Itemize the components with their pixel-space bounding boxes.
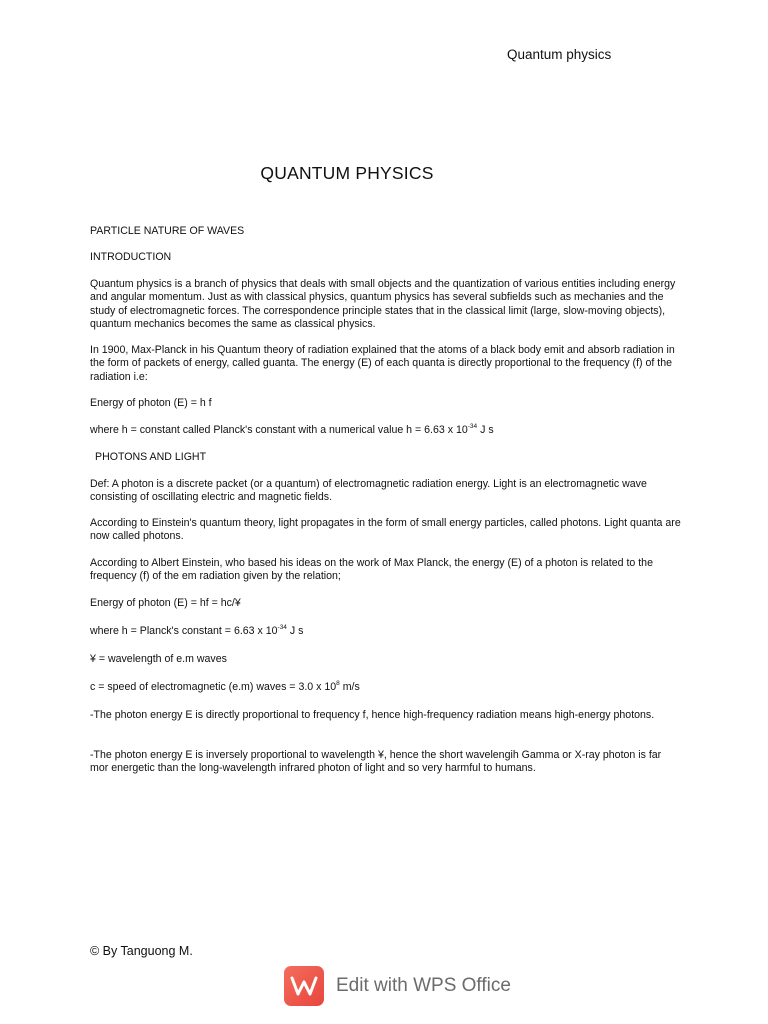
footer-copyright: © By Tanguong M.	[90, 944, 193, 958]
equation-energy-hc: Energy of photon (E) = hf = hc/¥	[90, 597, 241, 609]
introduction-heading: INTRODUCTION	[90, 251, 172, 263]
wavelength-definition: ¥ = wavelength of e.m waves	[90, 653, 227, 665]
paragraph-photon-def: Def: A photon is a discrete packet (or a quantum) of electromagnetic radiation energy. Light is an electromagnetic wave consisting of oscillating electric and magnetic fields.	[90, 478, 647, 504]
paragraph-einstein-relation: According to Albert Einstein, who based his ideas on the work of Max Planck, the energy (E) of a photon is related to the frequency (f) of the em radiation given by the relation;	[90, 557, 653, 583]
wps-logo-icon[interactable]	[284, 966, 324, 1006]
exponent: 8	[336, 680, 340, 687]
paragraph-intro: Quantum physics is a branch of physics that deals with small objects and the quantization of various entities including energy and angular momentum. Just as with classical physics, quantum physics has several subfields such as mechanies and the study of electromagnetic forces. The correspondence principle states that in the classical limit (large, slow-moving objects), quantum mechanics becomes the same as classical physics.	[90, 278, 676, 330]
document-title: QUANTUM PHYSICS	[260, 163, 434, 183]
speed-of-light-line: c = speed of electromagnetic (e.m) waves = 3.0 x $10^8$ m/s	[90, 680, 360, 693]
section-heading: PARTICLE NATURE OF WAVES	[90, 225, 245, 237]
wps-w-icon	[290, 974, 318, 998]
paragraph-einstein-theory: According to Einstein's quantum theory, light propagates in the form of small energy particles, called photons. Light quanta are now called photons.	[90, 517, 681, 543]
paragraph-direct-proportion: -The photon energy E is directly proportional to frequency f, hence high-frequency radiation means high-energy photons.	[90, 709, 655, 721]
paragraph-planck: In 1900, Max-Planck in his Quantum theory of radiation explained that the atoms of a black body emit and absorb radiation in the form of packets of energy, called guanta. The energy (E) of each quanta is directly proportional to the frequency (f) of the radiation i.e:	[90, 344, 675, 383]
exponent: -34	[277, 624, 287, 631]
header-running-title: Quantum physics	[507, 47, 612, 62]
paragraph-inverse-proportion: -The photon energy E is inversely proportional to wavelength ¥, hence the short wavelengih Gamma or X-ray photon is far mor energetic than the long-wavelength infrared photon of light and so very harmful to humans.	[90, 749, 662, 775]
photons-heading: PHOTONS AND LIGHT	[95, 451, 207, 463]
equation-energy-hf: Energy of photon (E) = h f	[90, 397, 212, 409]
exponent: -34	[467, 423, 478, 430]
edit-with-wps-link[interactable]: Edit with WPS Office	[336, 975, 511, 996]
planck-constant-line-2: where h = Planck's constant = 6.63 x $10^{-34}$ J s	[90, 624, 304, 637]
planck-constant-line: where h = constant called Planck's constant with a numerical value h = 6.63 x $10^{-34}$ J s	[90, 423, 494, 436]
